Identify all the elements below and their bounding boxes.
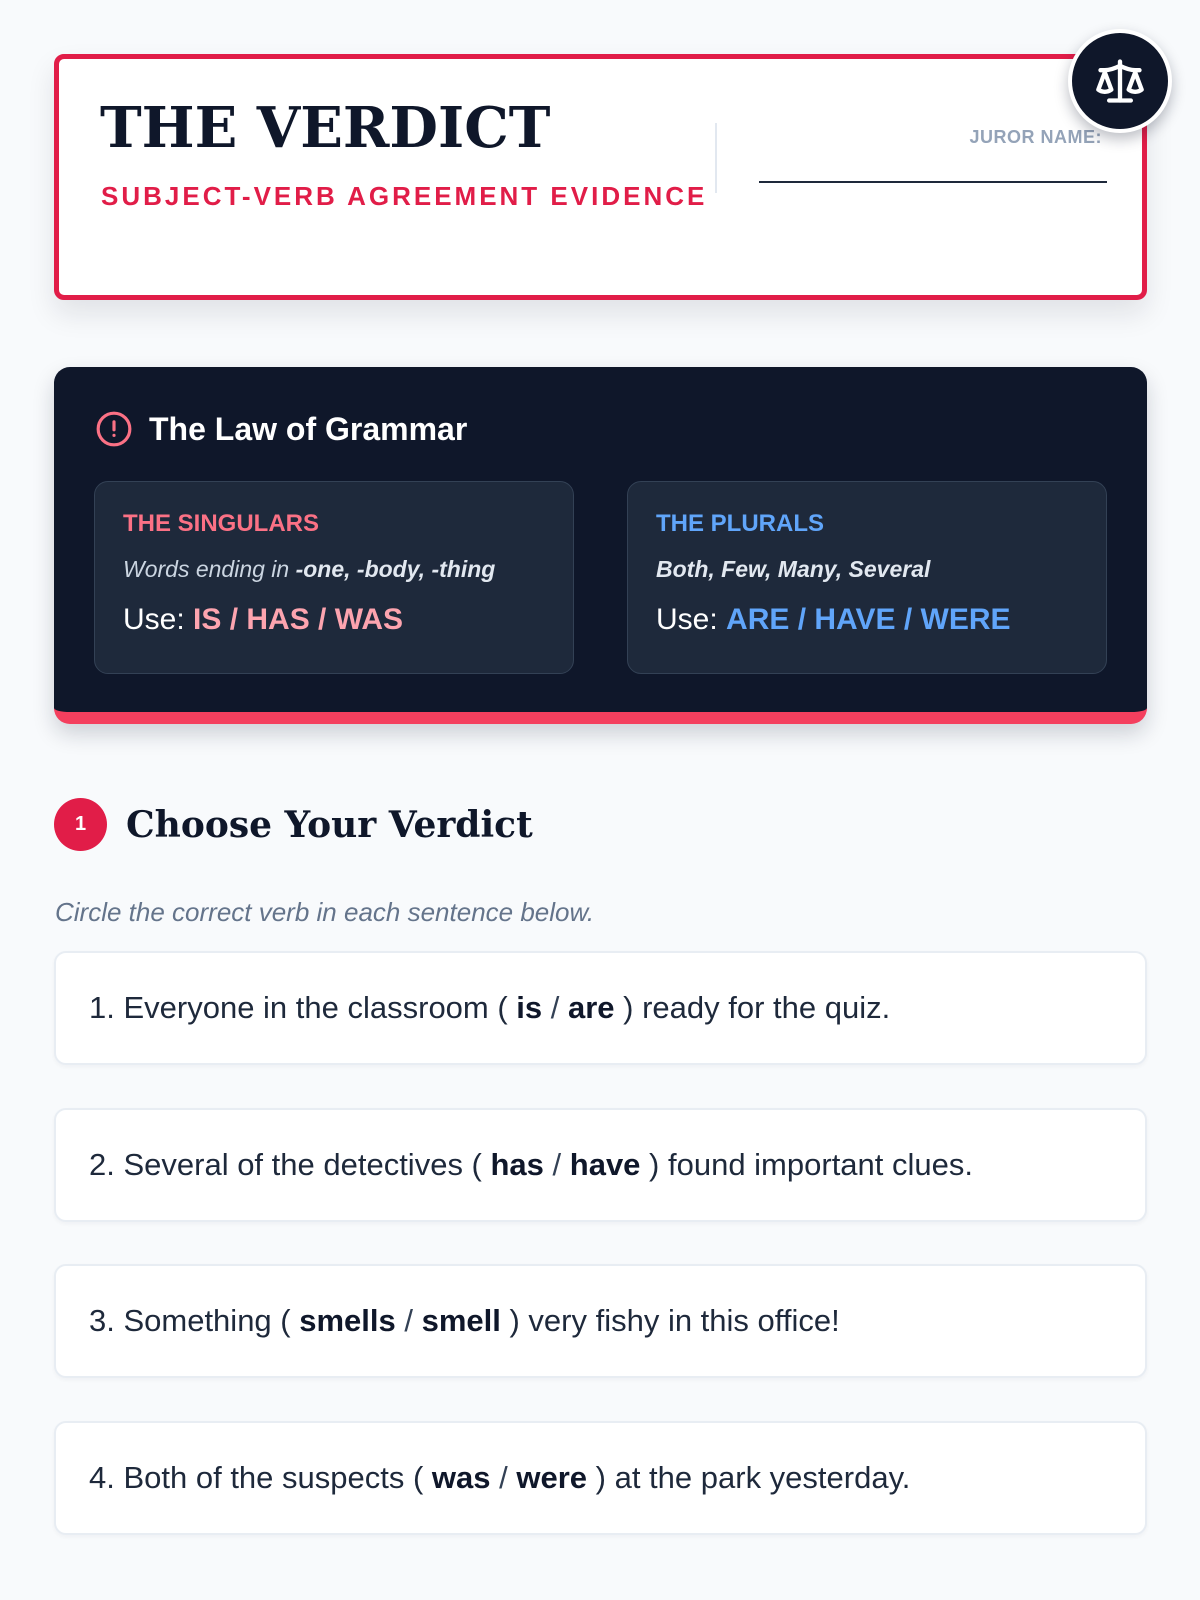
scales-icon xyxy=(1094,55,1146,107)
section-title: Choose Your Verdict xyxy=(126,803,533,846)
juror-name-field[interactable] xyxy=(759,181,1107,183)
header-divider xyxy=(715,123,717,193)
verb-choice-b[interactable]: were xyxy=(516,1460,588,1495)
verb-choice-a[interactable]: smells xyxy=(299,1303,396,1338)
page-subtitle: SUBJECT-VERB AGREEMENT EVIDENCE xyxy=(101,181,708,211)
verb-choice-b[interactable]: smell xyxy=(421,1303,501,1338)
header-card xyxy=(54,54,1147,300)
singulars-rule xyxy=(94,481,574,674)
verb-choice-a[interactable]: was xyxy=(431,1460,491,1495)
plurals-use-label: Use: xyxy=(656,603,718,636)
question-text-after: ) found important clues. xyxy=(640,1147,973,1182)
singulars-desc-words: -one, -body, -thing xyxy=(295,556,496,582)
singulars-description xyxy=(123,558,545,581)
plurals-heading: THE PLURALS xyxy=(656,510,824,537)
plurals-description xyxy=(656,558,1078,581)
verb-choice-a[interactable]: has xyxy=(490,1147,544,1182)
choice-separator: / xyxy=(395,1303,422,1338)
question-text-before: 3. Something ( xyxy=(89,1303,300,1338)
question-text-before: 4. Both of the suspects ( xyxy=(89,1460,432,1495)
verb-choice-a[interactable]: is xyxy=(516,990,543,1025)
plurals-use xyxy=(656,605,1078,635)
page-title: THE VERDICT xyxy=(100,95,551,161)
question-text-after: ) at the park yesterday. xyxy=(587,1460,911,1495)
singulars-use-label: Use: xyxy=(123,603,185,636)
question-card-2 xyxy=(54,1108,1147,1222)
verb-choice-b[interactable]: are xyxy=(568,990,615,1025)
section-number: 1 xyxy=(54,798,107,851)
law-title: The Law of Grammar xyxy=(149,410,468,447)
law-heading xyxy=(95,410,467,448)
singular-verbs: IS / HAS / WAS xyxy=(193,603,404,636)
section-header xyxy=(54,798,533,851)
singulars-use xyxy=(123,605,545,635)
choice-separator: / xyxy=(543,1147,570,1182)
question-text-after: ) very fishy in this office! xyxy=(500,1303,840,1338)
choice-separator: / xyxy=(490,1460,517,1495)
section-instructions: Circle the correct verb in each sentence below. xyxy=(55,897,595,927)
alert-circle-icon xyxy=(95,410,133,448)
juror-name-label: JUROR NAME: xyxy=(969,127,1102,147)
scales-badge xyxy=(1068,29,1172,133)
plurals-rule xyxy=(627,481,1107,674)
plural-verbs: ARE / HAVE / WERE xyxy=(726,603,1011,636)
law-of-grammar-card xyxy=(54,367,1147,724)
plurals-desc-words: Both, Few, Many, Several xyxy=(656,556,931,582)
question-card-3 xyxy=(54,1264,1147,1378)
question-card-1 xyxy=(54,951,1147,1065)
question-card-4 xyxy=(54,1421,1147,1535)
verb-choice-b[interactable]: have xyxy=(569,1147,641,1182)
question-text-before: 2. Several of the detectives ( xyxy=(89,1147,491,1182)
choice-separator: / xyxy=(542,990,568,1025)
singulars-desc-prefix: Words ending in xyxy=(123,556,290,582)
singulars-heading: THE SINGULARS xyxy=(123,510,320,537)
worksheet xyxy=(54,54,1147,1495)
question-text-after: ) ready for the quiz. xyxy=(614,990,891,1025)
question-text-before: 1. Everyone in the classroom ( xyxy=(89,990,517,1025)
